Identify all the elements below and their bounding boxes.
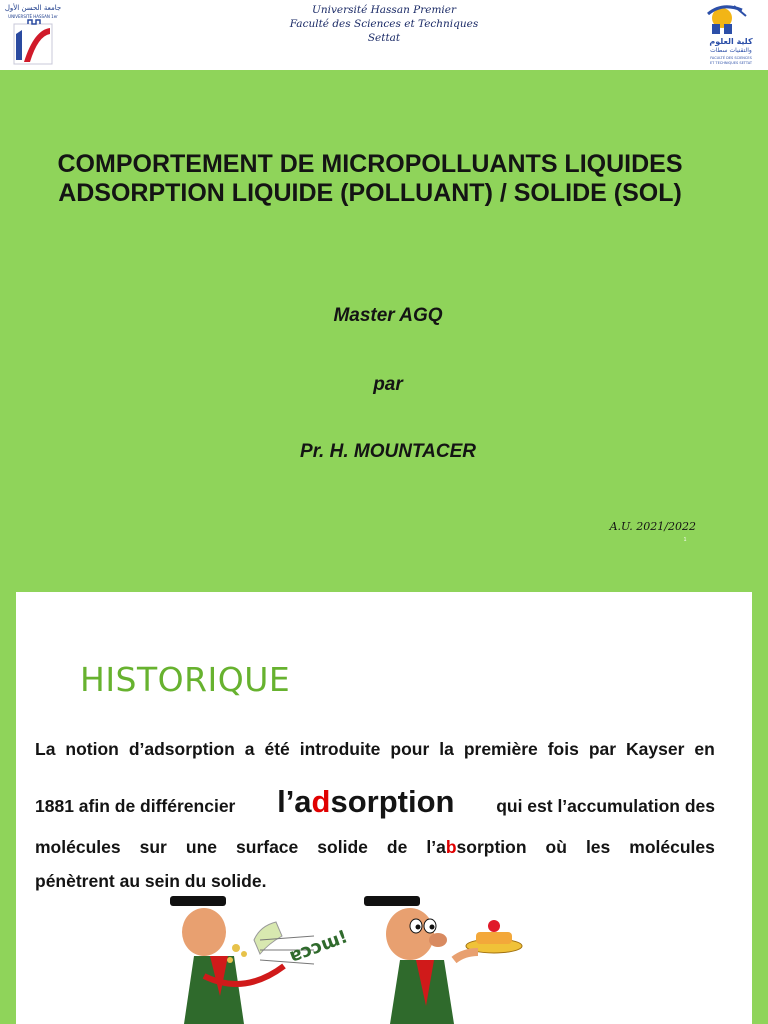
- word: par: [588, 739, 617, 759]
- word: été: [264, 739, 290, 759]
- word: notion: [65, 739, 119, 759]
- section-heading: HISTORIQUE: [80, 660, 291, 699]
- absorption-highlight: b: [445, 837, 457, 857]
- word: La: [35, 739, 56, 759]
- faculty-emblem-icon: [694, 0, 768, 70]
- paragraph-line-3: [35, 837, 715, 858]
- paragraph-line-1: [35, 739, 715, 760]
- paragraph-line-4: pénètrent au sein du solide.: [35, 871, 267, 891]
- slide-number: 1: [683, 537, 687, 543]
- faculty-name: Faculté des Sciences et Techniques: [289, 18, 479, 30]
- svg-text:ɐɔɔɯ!: ɐɔɔɯ!: [286, 926, 351, 967]
- university-header-text: [200, 3, 568, 45]
- word: première: [463, 739, 538, 759]
- word: où: [545, 837, 567, 857]
- word: sur: [139, 837, 167, 857]
- word: d’adsorption: [128, 739, 235, 759]
- word: surface: [236, 837, 299, 857]
- adsorption-cartoon-illustration: [164, 896, 544, 1024]
- adsorption-highlight: d: [311, 784, 331, 819]
- word: pour: [390, 739, 430, 759]
- title-line-1: COMPORTEMENT DE MICROPOLLUANTS LIQUIDES: [57, 150, 683, 178]
- faculty-logo: [694, 0, 768, 70]
- word: molécules: [35, 837, 121, 857]
- by-label: par: [373, 374, 403, 395]
- right-character-icon: [364, 896, 522, 1024]
- word: introduite: [299, 739, 381, 759]
- svg-text:جامعة الحسن الأول: جامعة الحسن الأول: [4, 4, 62, 12]
- line2-end: qui est l’accumulation des: [496, 796, 715, 816]
- adsorption-suffix: sorption: [330, 784, 455, 819]
- historique-slide: [0, 576, 768, 1024]
- university-logo: [0, 0, 67, 70]
- title-line-2: ADSORPTION LIQUIDE (POLLUANT) / SOLIDE (SOL): [58, 179, 682, 207]
- svg-text:ET TECHNIQUES SETTAT: ET TECHNIQUES SETTAT: [709, 61, 753, 65]
- word: de: [386, 837, 408, 857]
- left-character-icon: [170, 896, 351, 1024]
- city-name: Settat: [367, 32, 401, 44]
- university-emblem-icon: [0, 0, 67, 70]
- word: fois: [547, 739, 579, 759]
- word: molécules: [629, 837, 715, 857]
- paragraph-line-2: [35, 784, 715, 820]
- university-name: Université Hassan Premier: [311, 4, 457, 16]
- adsorption-prefix: l’a: [277, 784, 312, 819]
- word: la: [439, 739, 454, 759]
- absorption-prefix: l’a: [426, 837, 446, 857]
- word: en: [694, 739, 715, 759]
- word: a: [244, 739, 255, 759]
- svg-text:FACULTÉ DES SCIENCES: FACULTÉ DES SCIENCES: [710, 56, 752, 60]
- slide-title: [20, 150, 720, 208]
- line2-start: 1881 afin de différencier: [35, 796, 236, 816]
- svg-text:والتقنيات سطات: والتقنيات سطات: [710, 47, 752, 54]
- svg-text:UNIVERSITÉ HASSAN 1er: UNIVERSITÉ HASSAN 1er: [8, 14, 58, 19]
- program-label: Master AGQ: [333, 305, 443, 326]
- adsorption-word: [277, 784, 454, 820]
- word: Kayser: [626, 739, 685, 759]
- absorption-word: [426, 837, 526, 858]
- slide-panel: [16, 592, 752, 1024]
- svg-text:كلية العلوم: كلية العلوم: [709, 37, 753, 46]
- author-name: Pr. H. MOUNTACER: [300, 441, 476, 462]
- word: solide: [317, 837, 368, 857]
- word: les: [585, 837, 611, 857]
- absorption-suffix: sorption: [456, 837, 527, 857]
- academic-year: A.U. 2021/2022: [609, 520, 696, 533]
- word: une: [185, 837, 217, 857]
